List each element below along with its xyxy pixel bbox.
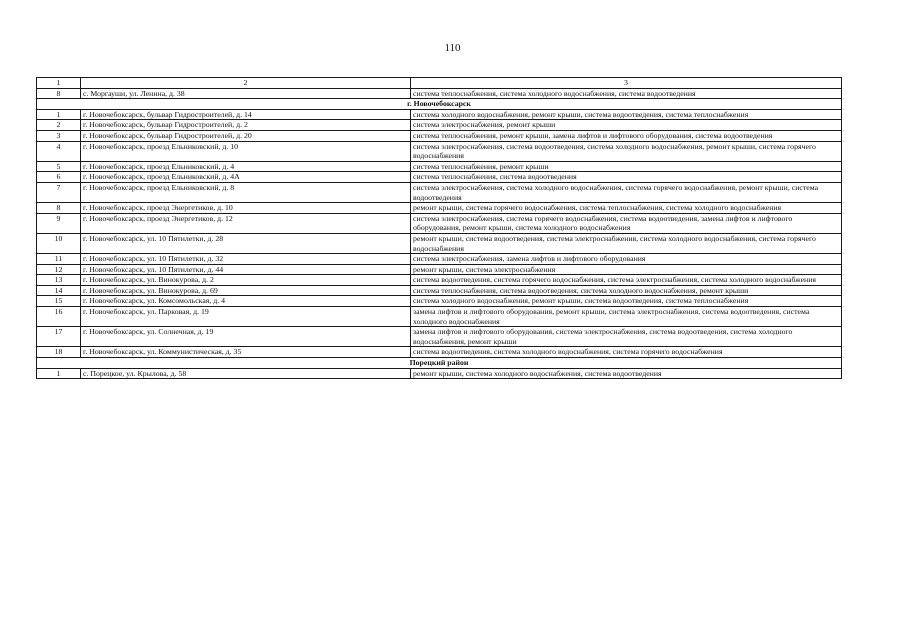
works-cell: система электроснабжения, ремонт крыши: [411, 120, 842, 131]
page-number: 110: [444, 42, 461, 54]
table-row: [37, 275, 842, 286]
works-cell: замена лифтов и лифтового оборудования, ремонт крыши, система электроснабжения, система водоотведения, система холодного водоснабжения: [411, 307, 842, 327]
address-cell: г. Новочебоксарск, проезд Ельниковский, д. 4: [81, 161, 411, 172]
row-number-cell: 1: [37, 368, 81, 379]
works-cell: система водоотведения, система холодного водоснабжения, система горячего водоснабжения: [411, 347, 842, 358]
row-number-cell: 6: [37, 172, 81, 183]
row-number-cell: 11: [37, 254, 81, 265]
works-cell: система холодного водоснабжения, ремонт крыши, система водоотведения, система теплоснабжения: [411, 109, 842, 120]
address-cell: г. Новочебоксарск, ул. Парковая, д. 19: [81, 307, 411, 327]
works-cell: система электроснабжения, система водоотведения, система холодного водоснабжения, ремонт крыши, система горячего водоснабжения: [411, 141, 842, 161]
table-row: [37, 161, 842, 172]
table-row: [37, 130, 842, 141]
works-cell: система электроснабжения, система холодного водоснабжения, система горячего водоснабжения, ремонт крыши, система водоотведения: [411, 182, 842, 202]
address-cell: г. Новочебоксарск, бульвар Гидростроителей, д. 20: [81, 130, 411, 141]
works-cell: система холодного водоснабжения, ремонт крыши, система водоотведения, система теплоснабжения: [411, 296, 842, 307]
table-row: [37, 182, 842, 202]
table-row: [37, 141, 842, 161]
row-number-cell: 9: [37, 213, 81, 233]
address-cell: г. Новочебоксарск, проезд Энергетиков, д. 10: [81, 203, 411, 214]
table-row: [37, 307, 842, 327]
address-cell: г. Новочебоксарск, проезд Энергетиков, д. 12: [81, 213, 411, 233]
address-cell: с. Порецкое, ул. Крылова, д. 58: [81, 368, 411, 379]
row-number-cell: 8: [37, 88, 81, 99]
table-body: [37, 78, 842, 379]
address-cell: г. Новочебоксарск, бульвар Гидростроителей, д. 2: [81, 120, 411, 131]
address-cell: г. Новочебоксарск, проезд Ельниковский, д. 4А: [81, 172, 411, 183]
row-number-cell: 5: [37, 161, 81, 172]
column-number-1: 1: [37, 78, 81, 89]
address-cell: г. Новочебоксарск, ул. 10 Пятилетки, д. 28: [81, 233, 411, 253]
column-number-3: 3: [411, 78, 842, 89]
row-number-cell: 4: [37, 141, 81, 161]
address-cell: г. Новочебоксарск, проезд Ельниковский, д. 8: [81, 182, 411, 202]
row-number-cell: 18: [37, 347, 81, 358]
address-cell: г. Новочебоксарск, ул. Винокурова, д. 69: [81, 285, 411, 296]
address-cell: г. Новочебоксарск, бульвар Гидростроителей, д. 14: [81, 109, 411, 120]
row-number-cell: 7: [37, 182, 81, 202]
table-row: [37, 120, 842, 131]
row-number-cell: 13: [37, 275, 81, 286]
works-cell: ремонт крыши, система водоотведения, система электроснабжения, система холодного водоснабжения, система горячего водоснабжения: [411, 233, 842, 253]
row-number-cell: 12: [37, 264, 81, 275]
table-row: [37, 213, 842, 233]
table-row: [37, 327, 842, 347]
column-number-row: [37, 78, 842, 89]
housing-repair-table: [36, 77, 842, 379]
works-cell: ремонт крыши, система холодного водоснабжения, система водоотведения: [411, 368, 842, 379]
table-row: [37, 254, 842, 265]
row-number-cell: 10: [37, 233, 81, 253]
works-cell: система электроснабжения, система горячего водоснабжения, система водоотведения, замена лифтов и лифтового оборудования, ремонт крыши, система холодного водоснабжения: [411, 213, 842, 233]
table-row: [37, 233, 842, 253]
table-row: [37, 368, 842, 379]
column-number-2: 2: [81, 78, 411, 89]
table-row: [37, 88, 842, 99]
table-row: [37, 264, 842, 275]
section-heading-row: [37, 99, 842, 110]
works-cell: система водоотведения, система горячего водоснабжения, система электроснабжения, система холодного водоснабжения: [411, 275, 842, 286]
row-number-cell: 15: [37, 296, 81, 307]
address-cell: г. Новочебоксарск, ул. 10 Пятилетки, д. 44: [81, 264, 411, 275]
address-cell: с. Моргауши, ул. Ленина, д. 38: [81, 88, 411, 99]
table-row: [37, 172, 842, 183]
works-cell: система теплоснабжения, ремонт крыши: [411, 161, 842, 172]
section-heading: г. Новочебоксарск: [37, 99, 842, 110]
address-cell: г. Новочебоксарск, ул. 10 Пятилетки, д. 32: [81, 254, 411, 265]
works-cell: система электроснабжения, замена лифтов и лифтового оборудования: [411, 254, 842, 265]
address-cell: г. Новочебоксарск, ул. Коммунистическая, д. 35: [81, 347, 411, 358]
row-number-cell: 2: [37, 120, 81, 131]
table-row: [37, 296, 842, 307]
row-number-cell: 3: [37, 130, 81, 141]
works-cell: система теплоснабжения, система водоотведения, система холодного водоснабжения, ремонт крыши: [411, 285, 842, 296]
section-heading: Порецкий район: [37, 358, 842, 369]
works-cell: замена лифтов и лифтового оборудования, система электроснабжения, система водоотведения, система холодного водоснабжения, ремонт крыши: [411, 327, 842, 347]
works-cell: система теплоснабжения, система водоотведения: [411, 172, 842, 183]
table-row: [37, 109, 842, 120]
address-cell: г. Новочебоксарск, ул. Солнечная, д. 19: [81, 327, 411, 347]
row-number-cell: 8: [37, 203, 81, 214]
address-cell: г. Новочебоксарск, ул. Комсомольская, д. 4: [81, 296, 411, 307]
works-cell: ремонт крыши, система электроснабжения: [411, 264, 842, 275]
works-cell: ремонт крыши, система горячего водоснабжения, система теплоснабжения, система холодного водоснабжения: [411, 203, 842, 214]
row-number-cell: 17: [37, 327, 81, 347]
table-row: [37, 203, 842, 214]
address-cell: г. Новочебоксарск, ул. Винокурова, д. 2: [81, 275, 411, 286]
table-row: [37, 347, 842, 358]
works-cell: система теплоснабжения, система холодного водоснабжения, система водоотведения: [411, 88, 842, 99]
table-row: [37, 285, 842, 296]
section-heading-row: [37, 358, 842, 369]
address-cell: г. Новочебоксарск, проезд Ельниковский, д. 10: [81, 141, 411, 161]
row-number-cell: 1: [37, 109, 81, 120]
row-number-cell: 14: [37, 285, 81, 296]
row-number-cell: 16: [37, 307, 81, 327]
works-cell: система теплоснабжения, ремонт крыши, замена лифтов и лифтового оборудования, система водоотведения: [411, 130, 842, 141]
